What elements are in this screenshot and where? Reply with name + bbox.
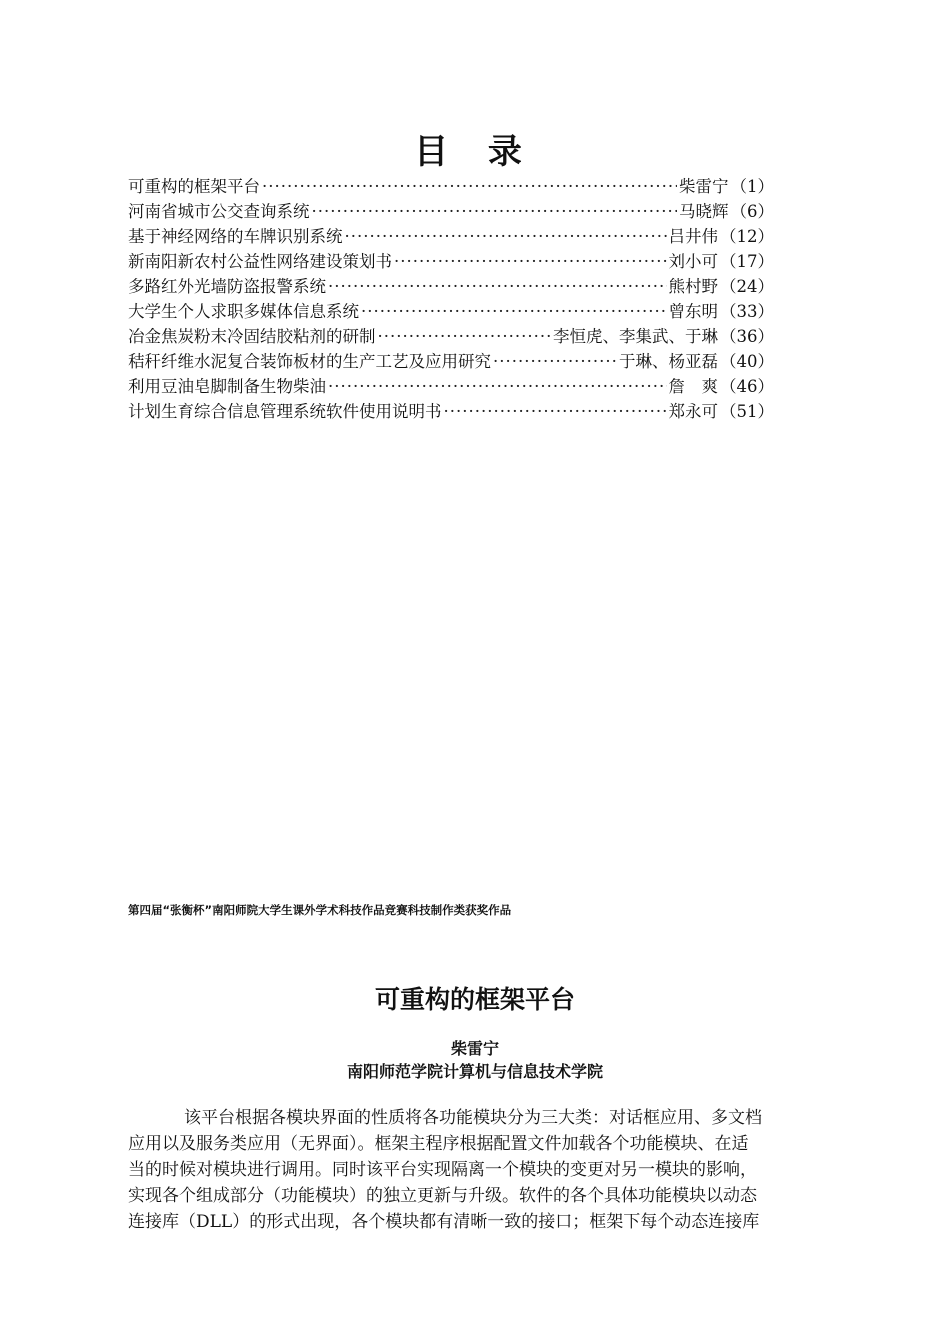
toc-entry[interactable]: [128, 224, 774, 249]
body-line: 连接库（DLL）的形式出现，各个模块都有清晰一致的接口；框架下每个动态连接库: [128, 1212, 760, 1232]
toc-entry[interactable]: [128, 174, 774, 199]
body-line: 该平台根据各模块界面的性质将各功能模块分为三大类：对话框应用、多文档: [184, 1108, 762, 1128]
toc-entry[interactable]: [128, 199, 774, 224]
toc-leader-dots: [328, 374, 667, 399]
toc-entry-author: 詹 爽: [668, 377, 718, 396]
paper-affiliation: 南阳师范学院计算机与信息技术学院: [346, 1062, 603, 1081]
toc-entry-page: （46）: [720, 377, 774, 396]
toc-entry[interactable]: [128, 374, 774, 399]
toc-leader-dots: [493, 349, 617, 374]
toc-entry-title: 河南省城市公交查询系统: [128, 202, 310, 221]
toc-entry-page: （33）: [720, 302, 774, 321]
toc-entry-author: 刘小可: [668, 252, 718, 271]
toc-entry-page: （24）: [720, 277, 774, 296]
toc-entry-page: （6）: [730, 202, 774, 221]
toc-entry-author: 李恒虎、李集武、于琳: [553, 327, 718, 346]
toc-entry[interactable]: [128, 324, 774, 349]
toc-entry-author: 柴雷宁: [679, 177, 729, 196]
toc-entry-title: 大学生个人求职多媒体信息系统: [128, 302, 359, 321]
toc-leader-dots: [312, 199, 678, 224]
toc-entry-author: 马晓辉: [679, 202, 729, 221]
paper-author: 柴雷宁: [450, 1039, 499, 1058]
toc-entry-page: （1）: [730, 177, 774, 196]
toc-entry[interactable]: [128, 349, 774, 374]
toc-entry-title: 秸秆纤维水泥复合装饰板材的生产工艺及应用研究: [128, 352, 491, 371]
toc-entry[interactable]: [128, 299, 774, 324]
toc-entry-title: 冶金焦炭粉末冷固结胶粘剂的研制: [128, 327, 376, 346]
toc-entry-author: 吕井伟: [668, 227, 718, 246]
toc-entry-page: （51）: [720, 402, 774, 421]
toc-entry[interactable]: [128, 399, 774, 424]
toc-entry-author: 于琳、杨亚磊: [619, 352, 718, 371]
toc-entry-title: 计划生育综合信息管理系统软件使用说明书: [128, 402, 442, 421]
toc-leader-dots: [328, 274, 667, 299]
body-line: 实现各个组成部分（功能模块）的独立更新与升级。软件的各个具体功能模块以动态: [128, 1186, 757, 1206]
toc-leader-dots: [262, 174, 677, 199]
table-of-contents: [128, 174, 774, 424]
toc-entry-title: 新南阳新农村公益性网络建设策划书: [128, 252, 392, 271]
toc-entry-page: （40）: [720, 352, 774, 371]
toc-entry-page: （17）: [720, 252, 774, 271]
toc-entry[interactable]: [128, 249, 774, 274]
running-header: 第四届“张衡杯”南阳师院大学生课外学术科技作品竞赛科技制作类获奖作品: [128, 903, 512, 917]
body-line: 应用以及服务类应用（无界面）。框架主程序根据配置文件加载各个功能模块、在适: [128, 1134, 749, 1154]
toc-leader-dots: [345, 224, 667, 249]
toc-entry-author: 熊村野: [668, 277, 718, 296]
toc-entry-author: 郑永可: [668, 402, 718, 421]
toc-entry-author: 曾东明: [668, 302, 718, 321]
toc-entry[interactable]: [128, 274, 774, 299]
toc-leader-dots: [394, 249, 667, 274]
abstract-body: [128, 1105, 840, 1235]
toc-entry-page: （36）: [720, 327, 774, 346]
toc-leader-dots: [378, 324, 552, 349]
toc-leader-dots: [361, 299, 667, 324]
paper-title: 可重构的框架平台: [374, 985, 575, 1014]
toc-leader-dots: [444, 399, 667, 424]
toc-entry-title: 基于神经网络的车牌识别系统: [128, 227, 343, 246]
toc-title: 目 录: [414, 132, 536, 172]
toc-entry-page: （12）: [720, 227, 774, 246]
toc-entry-title: 可重构的框架平台: [128, 177, 260, 196]
toc-entry-title: 利用豆油皂脚制备生物柴油: [128, 377, 326, 396]
toc-entry-title: 多路红外光墙防盗报警系统: [128, 277, 326, 296]
body-line: 当的时候对模块进行调用。同时该平台实现隔离一个模块的变更对另一模块的影响，: [128, 1160, 757, 1180]
